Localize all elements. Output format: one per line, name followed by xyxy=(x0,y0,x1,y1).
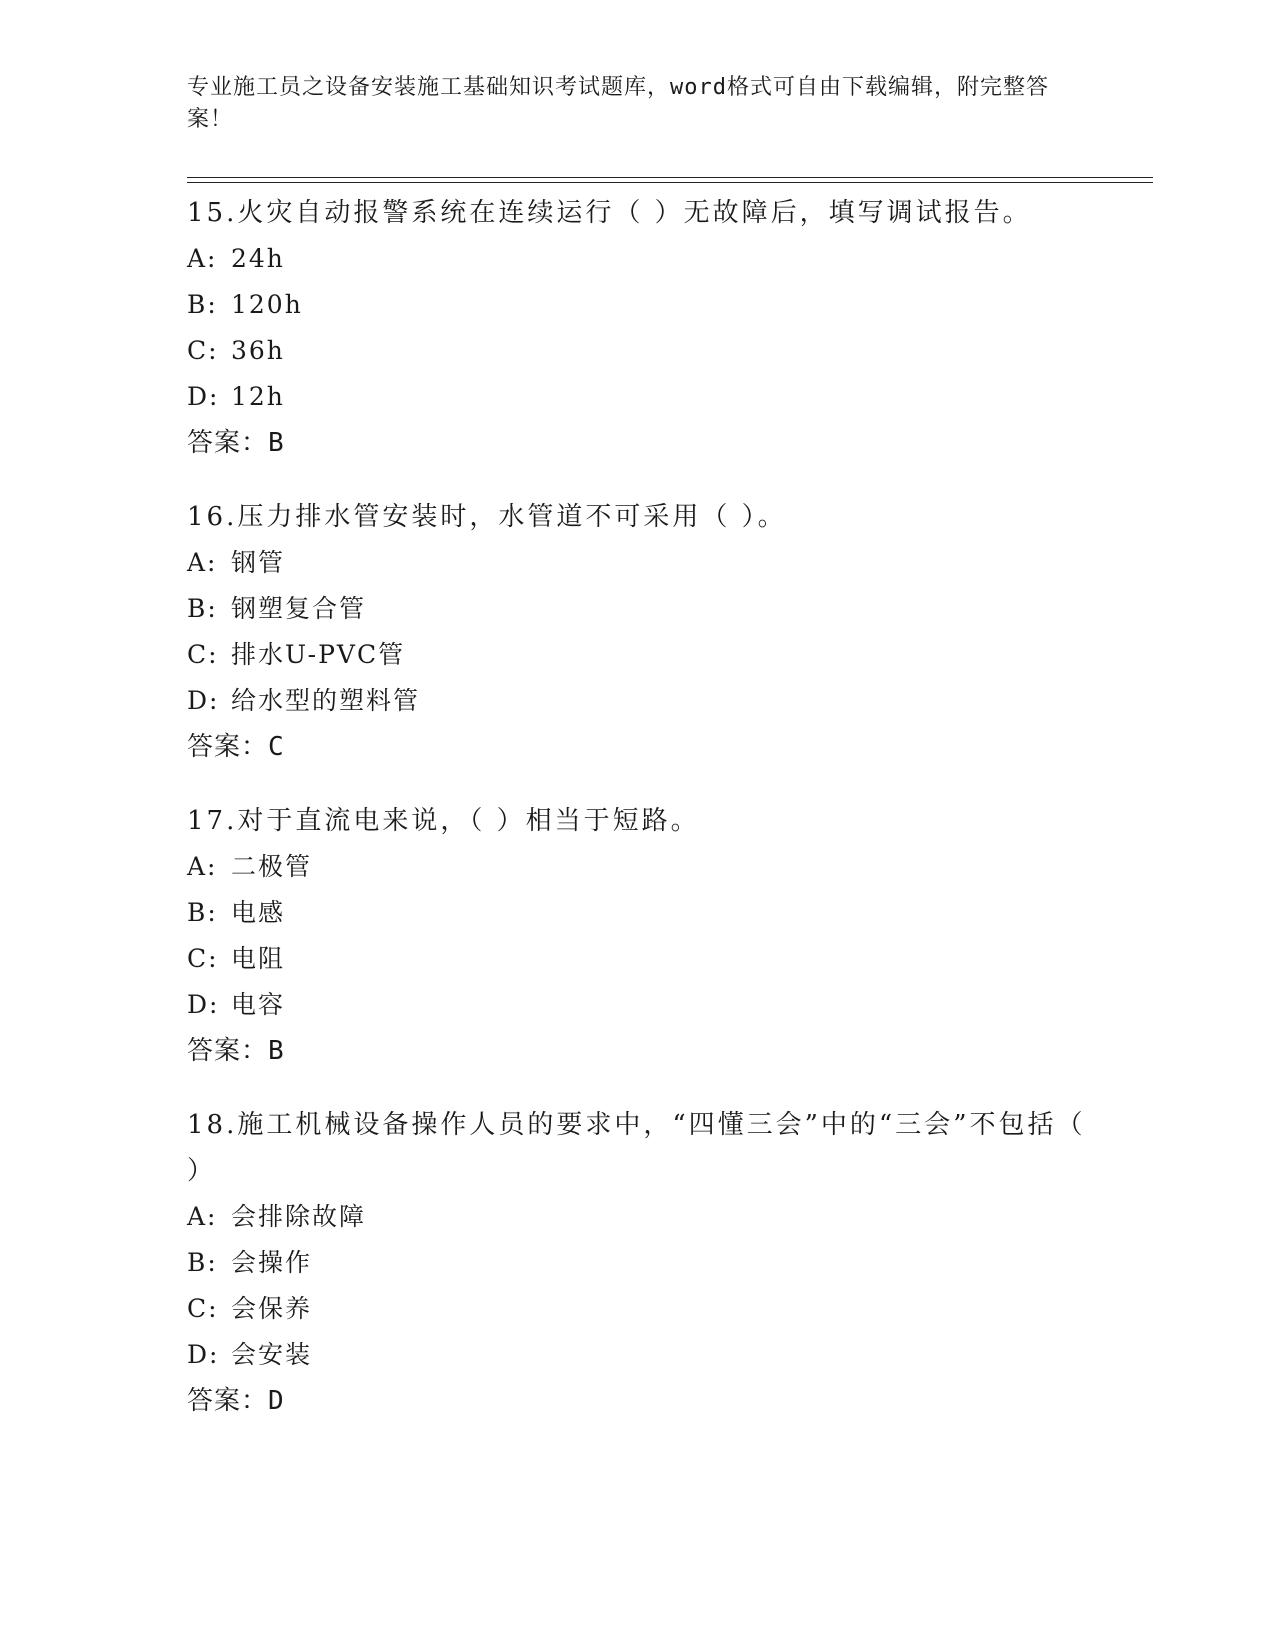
option-text: 24h xyxy=(231,244,285,273)
option-text: 会排除故障 xyxy=(231,1202,367,1231)
option-c xyxy=(187,1286,1087,1332)
question-text: 18.施工机械设备操作人员的要求中，“四懂三会”中的“三会”不包括（ ） xyxy=(187,1110,1086,1186)
option-b xyxy=(187,890,1087,936)
option-key: D: xyxy=(187,686,220,715)
option-text: 二极管 xyxy=(231,852,313,881)
option-b xyxy=(187,1240,1087,1286)
option-c xyxy=(187,632,1087,678)
option-text: 电容 xyxy=(231,990,286,1019)
option-text: 钢管 xyxy=(231,548,286,577)
header-divider-bottom xyxy=(187,182,1153,183)
option-b xyxy=(187,282,1087,328)
option-key: C: xyxy=(187,336,219,365)
option-key: B: xyxy=(187,898,218,927)
option-key: C: xyxy=(187,1294,219,1323)
option-key: C: xyxy=(187,640,219,669)
document-header: 专业施工员之设备安装施工基础知识考试题库，word格式可自由下载编辑，附完整答案！ xyxy=(187,75,1049,132)
option-b xyxy=(187,586,1087,632)
option-key: D: xyxy=(187,382,220,411)
answer-line: 答案：B xyxy=(187,428,285,458)
option-d xyxy=(187,982,1087,1028)
option-text: 钢塑复合管 xyxy=(231,594,367,623)
question-text: 16.压力排水管安装时，水管道不可采用（ ）。 xyxy=(187,502,787,532)
option-key: A: xyxy=(187,244,218,273)
answer-line: 答案：D xyxy=(187,1386,285,1416)
option-key: A: xyxy=(187,1202,218,1231)
option-a xyxy=(187,540,1087,586)
option-key: A: xyxy=(187,548,218,577)
option-key: B: xyxy=(187,290,218,319)
answer-line: 答案：C xyxy=(187,732,285,762)
question-list xyxy=(187,190,1087,1452)
option-a xyxy=(187,1194,1087,1240)
answer-line: 答案：B xyxy=(187,1036,285,1066)
option-text: 给水型的塑料管 xyxy=(231,686,421,715)
question-16 xyxy=(187,494,1087,770)
option-key: C: xyxy=(187,944,219,973)
option-c xyxy=(187,328,1087,374)
option-c xyxy=(187,936,1087,982)
option-text: 36h xyxy=(231,336,285,365)
option-text: 会安装 xyxy=(231,1340,313,1369)
option-key: B: xyxy=(187,1248,218,1277)
option-text: 会保养 xyxy=(231,1294,313,1323)
option-key: B: xyxy=(187,594,218,623)
option-d xyxy=(187,1332,1087,1378)
option-a xyxy=(187,236,1087,282)
option-key: A: xyxy=(187,852,218,881)
option-text: 电阻 xyxy=(231,944,286,973)
option-text: 排水U-PVC管 xyxy=(231,640,406,669)
option-key: D: xyxy=(187,990,220,1019)
option-text: 12h xyxy=(231,382,285,411)
question-text: 17.对于直流电来说，（ ）相当于短路。 xyxy=(187,806,700,836)
option-text: 会操作 xyxy=(231,1248,313,1277)
option-key: D: xyxy=(187,1340,220,1369)
header-divider-top xyxy=(187,177,1153,178)
option-text: 电感 xyxy=(231,898,286,927)
option-d xyxy=(187,678,1087,724)
question-15 xyxy=(187,190,1087,466)
question-17 xyxy=(187,798,1087,1074)
option-d xyxy=(187,374,1087,420)
question-text: 15.火灾自动报警系统在连续运行（ ）无故障后，填写调试报告。 xyxy=(187,198,1032,228)
option-a xyxy=(187,844,1087,890)
question-18 xyxy=(187,1102,1087,1424)
option-text: 120h xyxy=(231,290,303,319)
